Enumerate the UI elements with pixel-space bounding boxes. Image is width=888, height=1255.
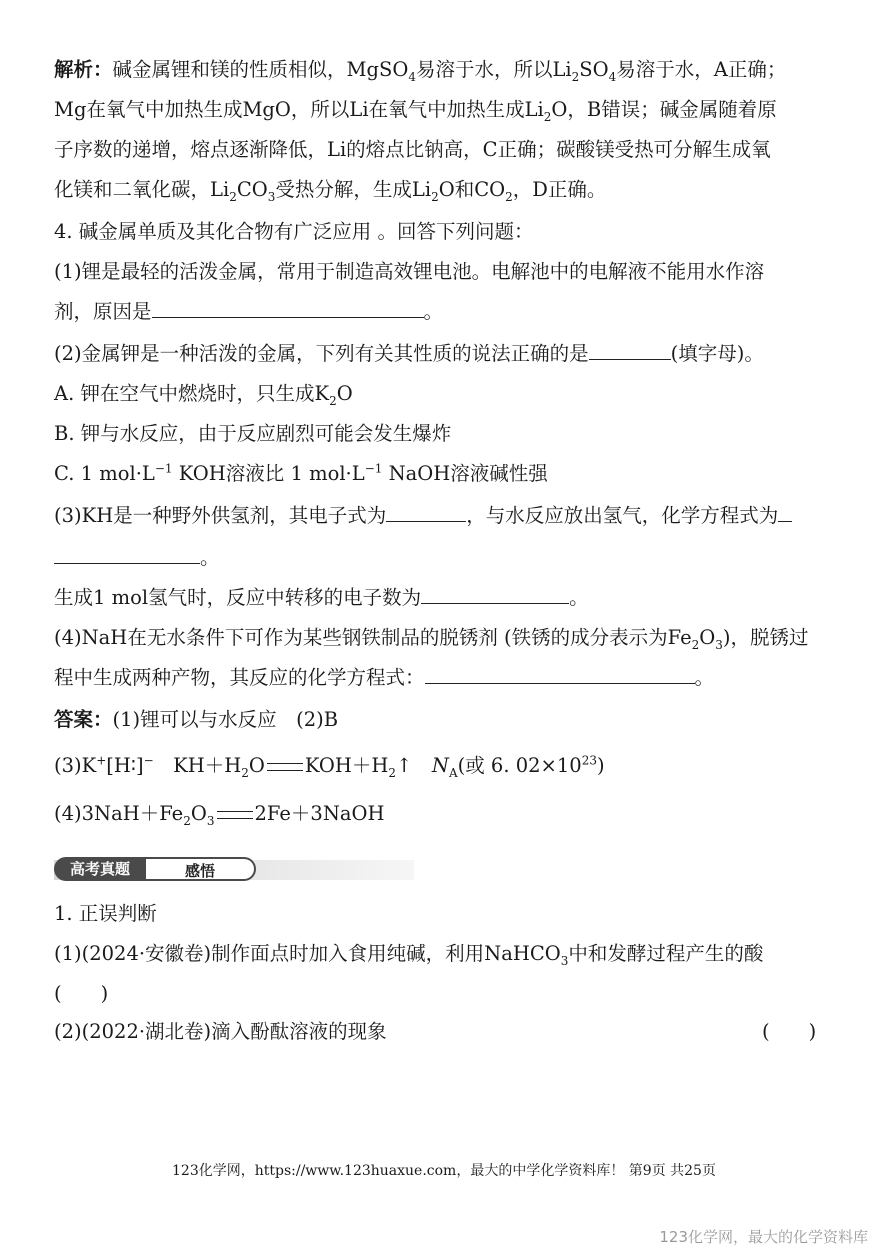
question-part-2: (2)金属钾是一种活泼的金属，下列有关其性质的说法正确的是 (填字母)。 [54, 342, 764, 365]
section-banner [54, 857, 414, 881]
question-part-3-line-1: (3)KH是一种野外供氢剂，其电子式为 ，与水反应放出氢气，化学方程式为 [54, 502, 792, 530]
item-2: (2)(2022·湖北卷)滴入酚酞溶液的现象 [54, 1020, 387, 1043]
answer-line-4: $(4)3NaH+Fe_2O_3$ 2Fe＋3NaOH [54, 802, 385, 828]
answer-blank[interactable] [778, 503, 792, 522]
banner-right-label: 感悟 [146, 857, 256, 881]
page-footer: 123化学网，https://www.123huaxue.com，最大的中学化学资料库！ 第9页 共25页 [172, 1163, 716, 1179]
equation-equals-sign [217, 811, 253, 819]
answer-blank[interactable] [421, 585, 569, 604]
equation-equals-sign [267, 763, 303, 771]
analysis-line-2: Mg在氧气中加热生成MgO，所以Li在氧气中加热生成$Li_2O$，B错误；碱金属随着原 [54, 98, 777, 124]
analysis-line-3: 子序数的递增，熔点逐渐降低，Li的熔点比钠高，C正确；碳酸镁受热可分解生成氧 [54, 138, 771, 161]
question-part-4-line-1: (4)NaH在无水条件下可作为某些钢铁制品的脱锈剂 (铁锈的成分表示为$Fe_2O_3$)，脱锈过 [54, 626, 809, 652]
question-part-1-line-2: 剂，原因是 。 [54, 300, 444, 323]
item-2-answer-paren: ( ) [762, 1020, 817, 1043]
banner-left-label: 高考真题 [54, 857, 146, 881]
analysis-line-1: 解析：碱金属锂和镁的性质相似，MgSO$_4$易溶于水，所以$Li_2SO_4$易溶于水，A正确； [54, 58, 787, 84]
item-1-line-2: ( ) [54, 982, 109, 1005]
answer-line-3: (3)K+[H∶]− $KH+H_2O$ $KOH+H_2↑$ $N_A$(或 6. $02\times 10^{23}$) [54, 753, 605, 780]
answer-blank[interactable] [386, 503, 466, 522]
watermark: 123化学网，最大的化学资料库 [659, 1228, 868, 1246]
answer-blank[interactable] [425, 665, 695, 684]
option-a: A. 钾在空气中燃烧时，只生成$K_2O$ [54, 382, 353, 408]
section-title: 1. 正误判断 [54, 902, 157, 925]
question-part-1-line-1: (1)锂是最轻的活泼金属，常用于制造高效锂电池。电解池中的电解液不能用水作溶 [54, 260, 765, 283]
answer-line-1: 答案：(1)锂可以与水反应 (2)B [54, 708, 339, 731]
option-c: C. 1 $mol\cdot L^{-1}$ KOH溶液比 1 $mol\cdot L^{-1}$ NaOH溶液碱性强 [54, 461, 548, 485]
question-part-3-line-2: 。 [54, 544, 220, 572]
analysis-label: 解析： [54, 58, 113, 81]
analysis-line-4: 化镁和二氧化碳，$Li_2CO_3$受热分解，生成$Li_2O$和$CO_2$，D正确。 [54, 178, 607, 204]
question-part-4-line-2: 程中生成两种产物，其反应的化学方程式： 。 [54, 666, 715, 689]
answer-blank[interactable] [589, 341, 671, 360]
question-part-3-line-3: 生成1 mol氢气时，反应中转移的电子数为 。 [54, 586, 589, 609]
answer-blank[interactable] [54, 545, 200, 564]
answer-blank[interactable] [152, 299, 424, 318]
answer-label: 答案： [54, 708, 113, 731]
option-b: B. 钾与水反应，由于反应剧烈可能会发生爆炸 [54, 422, 452, 445]
question-stem: 4. 碱金属单质及其化合物有广泛应用 。回答下列问题： [54, 220, 534, 243]
item-1-line-1: (1)(2024·安徽卷)制作面点时加入食用纯碱，利用NaHCO$_3$中和发酵过程产生的酸 [54, 942, 764, 968]
